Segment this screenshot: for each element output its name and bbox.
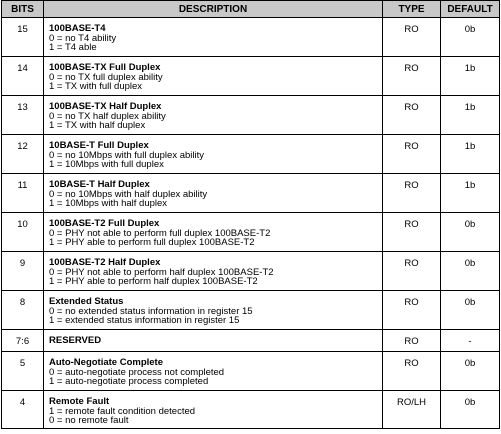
cell-default: 0b (441, 252, 500, 291)
cell-description (44, 213, 383, 252)
cell-bits: 8 (2, 291, 44, 330)
header-description: DESCRIPTION (44, 1, 383, 18)
table-row (2, 330, 500, 352)
table-body (2, 18, 500, 429)
field-value-description: 1 = TX with full duplex (49, 81, 143, 93)
field-value-description: 1 = 10Mbps with full duplex (49, 159, 164, 171)
cell-description (44, 96, 383, 135)
cell-default: 0b (441, 352, 500, 391)
cell-type: RO (383, 352, 441, 391)
table-row (2, 174, 500, 213)
cell-type: RO (383, 135, 441, 174)
cell-description (44, 330, 383, 352)
field-name: 10BASE-T Full Duplex (49, 140, 149, 151)
register-bit-table (1, 0, 500, 429)
cell-type: RO (383, 174, 441, 213)
cell-default: 0b (441, 291, 500, 330)
table-row (2, 352, 500, 391)
cell-type: RO (383, 330, 441, 352)
cell-description (44, 291, 383, 330)
field-value-description: 1 = PHY able to perform full duplex 100BASE-T2 (49, 237, 255, 249)
header-type: TYPE (383, 1, 441, 18)
cell-default: 1b (441, 57, 500, 96)
cell-bits: 11 (2, 174, 44, 213)
field-value-description: 0 = no T4 ability (49, 32, 117, 44)
cell-type: RO (383, 213, 441, 252)
table-row (2, 135, 500, 174)
table-row (2, 96, 500, 135)
field-value-description: 0 = PHY not able to perform half duplex 100BASE-T2 (49, 266, 274, 278)
field-value-description: 0 = no extended status information in register 15 (49, 305, 253, 317)
table-row (2, 18, 500, 57)
cell-default: 0b (441, 391, 500, 429)
field-value-description: 1 = extended status information in register 15 (49, 315, 240, 327)
cell-type: RO (383, 291, 441, 330)
register-table-container (1, 0, 499, 429)
cell-bits: 9 (2, 252, 44, 291)
field-value-description: 1 = remote fault condition detected (49, 405, 196, 417)
field-name: 100BASE-T2 Full Duplex (49, 218, 160, 229)
cell-description (44, 391, 383, 429)
cell-bits: 14 (2, 57, 44, 96)
cell-default: 0b (441, 213, 500, 252)
field-value-description: 0 = no 10Mbps with full duplex ability (49, 149, 204, 161)
cell-bits: 13 (2, 96, 44, 135)
cell-default: - (441, 330, 500, 352)
field-name: Extended Status (49, 296, 124, 307)
cell-description (44, 174, 383, 213)
cell-bits: 12 (2, 135, 44, 174)
table-row (2, 291, 500, 330)
cell-description (44, 352, 383, 391)
cell-type: RO (383, 252, 441, 291)
cell-default: 1b (441, 96, 500, 135)
table-header-row (2, 1, 500, 18)
table-row (2, 57, 500, 96)
field-value-description: 0 = auto-negotiate process not completed (49, 366, 225, 378)
field-name: RESERVED (49, 335, 102, 346)
field-value-description: 1 = TX with half duplex (49, 120, 146, 132)
field-value-description: 0 = PHY not able to perform full duplex 100BASE-T2 (49, 227, 271, 239)
field-value-description: 1 = PHY able to perform half duplex 100BASE-T2 (49, 276, 258, 288)
cell-default: 1b (441, 135, 500, 174)
header-bits: BITS (2, 1, 44, 18)
field-value-description: 1 = T4 able (49, 42, 97, 54)
field-value-description: 0 = no TX half duplex ability (49, 110, 166, 122)
field-value-description: 0 = no remote fault (49, 415, 129, 427)
cell-type: RO (383, 57, 441, 96)
cell-type: RO/LH (383, 391, 441, 429)
table-row (2, 391, 500, 429)
field-name: 100BASE-T4 (49, 23, 106, 34)
cell-bits: 10 (2, 213, 44, 252)
field-value-description: 1 = 10Mbps with half duplex (49, 198, 168, 210)
cell-bits: 4 (2, 391, 44, 429)
field-value-description: 0 = no TX full duplex ability (49, 71, 163, 83)
field-name: 100BASE-TX Half Duplex (49, 101, 162, 112)
field-name: 100BASE-TX Full Duplex (49, 62, 161, 73)
cell-type: RO (383, 96, 441, 135)
field-name: 10BASE-T Half Duplex (49, 179, 150, 190)
cell-bits: 7:6 (2, 330, 44, 352)
field-value-description: 0 = no 10Mbps with half duplex ability (49, 188, 208, 200)
cell-bits: 5 (2, 352, 44, 391)
cell-default: 0b (441, 18, 500, 57)
field-name: Remote Fault (49, 396, 110, 407)
cell-description (44, 57, 383, 96)
table-row (2, 213, 500, 252)
cell-type: RO (383, 18, 441, 57)
table-row (2, 252, 500, 291)
field-name: Auto-Negotiate Complete (49, 357, 163, 368)
cell-description (44, 252, 383, 291)
cell-default: 1b (441, 174, 500, 213)
cell-description (44, 135, 383, 174)
field-name: 100BASE-T2 Half Duplex (49, 257, 161, 268)
cell-bits: 15 (2, 18, 44, 57)
field-value-description: 1 = auto-negotiate process completed (49, 376, 209, 388)
header-default: DEFAULT (441, 1, 500, 18)
cell-description (44, 18, 383, 57)
